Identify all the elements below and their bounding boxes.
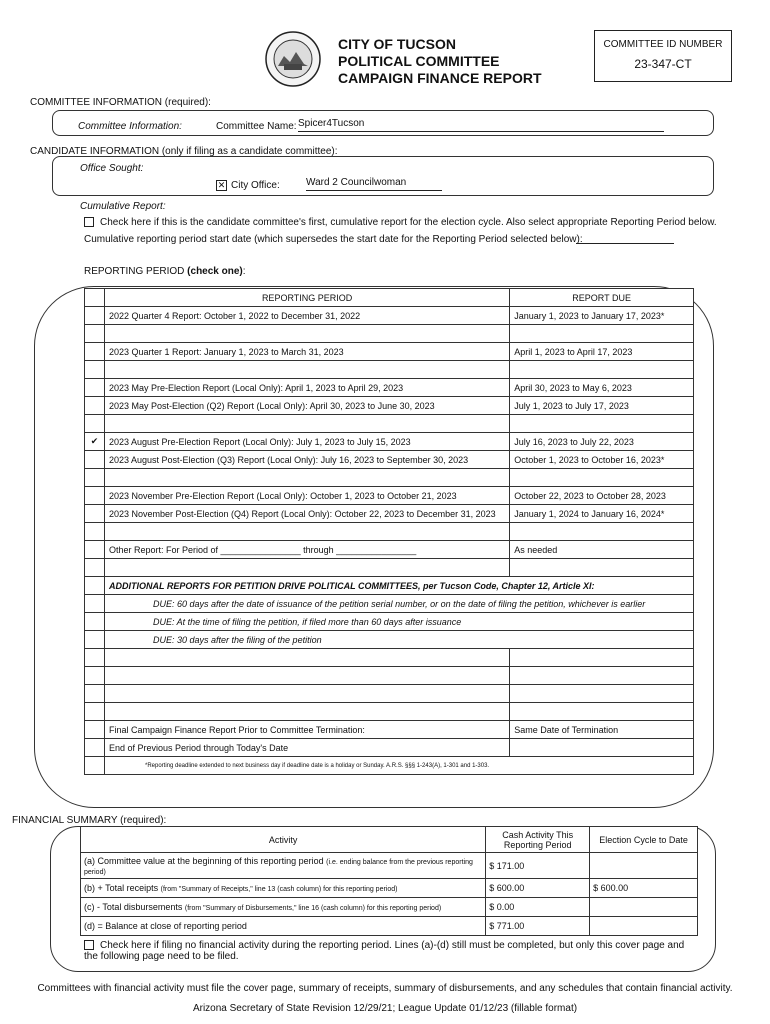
reporting-row bbox=[85, 325, 694, 343]
reporting-row bbox=[85, 505, 694, 523]
reporting-period-cell bbox=[104, 559, 509, 577]
reporting-check-cell[interactable] bbox=[85, 505, 105, 523]
report-due-cell: January 1, 2024 to January 16, 2024* bbox=[510, 505, 694, 523]
reporting-cell bbox=[510, 685, 694, 703]
financial-activity-note: (from "Summary of Disbursements," line 16 (cash column) for this reporting period) bbox=[184, 905, 442, 912]
candidate-info-section: CANDIDATE INFORMATION (only if filing as a candidate committee): bbox=[30, 146, 338, 157]
financial-activity-label: (b) + Total receipts bbox=[84, 883, 159, 893]
reporting-cell bbox=[510, 739, 694, 757]
reporting-row bbox=[85, 721, 694, 739]
reporting-check-one: (check one) bbox=[187, 266, 243, 277]
reporting-table bbox=[84, 288, 694, 775]
reporting-row bbox=[85, 739, 694, 757]
reporting-row bbox=[85, 433, 694, 451]
report-due-cell: January 1, 2023 to January 17, 2023* bbox=[510, 307, 694, 325]
committee-info-label: Committee Information: bbox=[78, 121, 182, 132]
reporting-cell bbox=[104, 667, 509, 685]
reporting-row bbox=[85, 307, 694, 325]
reporting-row bbox=[85, 523, 694, 541]
reporting-check-cell[interactable] bbox=[85, 415, 105, 433]
reporting-check-cell[interactable] bbox=[85, 379, 105, 397]
reporting-cell bbox=[85, 757, 105, 775]
cumulative-check-row[interactable] bbox=[84, 217, 724, 228]
reporting-check-cell[interactable] bbox=[85, 397, 105, 415]
reporting-period-cell: 2023 Quarter 1 Report: January 1, 2023 to March 31, 2023 bbox=[104, 343, 509, 361]
petition-title: ADDITIONAL REPORTS FOR PETITION DRIVE POLITICAL COMMITTEES, per Tucson Code, Chapter 12, Article XI: bbox=[104, 577, 693, 595]
reporting-cell bbox=[104, 685, 509, 703]
committee-name-field[interactable]: Spicer4Tucson bbox=[298, 118, 664, 132]
financial-activity-cell bbox=[81, 879, 486, 898]
footer-note: Committees with financial activity must file the cover page, summary of receipts, summary of disbursements, and any schedules that contain financial activity. bbox=[37, 983, 733, 994]
no-activity-text: Check here if filing no financial activity during the reporting period. Lines (a)-(d) still must be completed, but only this cover page and the following page need to be filed. bbox=[84, 940, 685, 962]
reporting-cell[interactable] bbox=[85, 649, 105, 667]
reporting-check-cell[interactable] bbox=[85, 523, 105, 541]
no-activity-row[interactable] bbox=[84, 940, 694, 962]
financial-row bbox=[81, 853, 698, 879]
reporting-row bbox=[85, 685, 694, 703]
city-office-field[interactable]: Ward 2 Councilwoman bbox=[306, 177, 442, 191]
committee-id-box bbox=[594, 30, 732, 82]
final-report-line-1: Final Campaign Finance Report Prior to Committee Termination: bbox=[104, 721, 509, 739]
financial-table bbox=[80, 826, 698, 936]
election-cycle-field[interactable]: $ 600.00 bbox=[590, 879, 698, 898]
financial-activity-note: (from "Summary of Receipts," line 13 (cash column) for this reporting period) bbox=[160, 886, 398, 893]
reporting-period-cell: 2023 November Pre-Election Report (Local Only): October 1, 2023 to October 21, 2023 bbox=[104, 487, 509, 505]
reporting-period-cell: 2023 November Post-Election (Q4) Report (Local Only): October 22, 2023 to December 31, 2023 bbox=[104, 505, 509, 523]
financial-activity-cell bbox=[81, 853, 486, 879]
financial-activity-note: (i.e. ending balance from the previous reporting period) bbox=[84, 858, 473, 876]
reporting-row bbox=[85, 577, 694, 595]
report-due-cell bbox=[510, 415, 694, 433]
col-report-due: REPORT DUE bbox=[510, 289, 694, 307]
footer-revision: Arizona Secretary of State Revision 12/29/21; League Update 01/12/23 (fillable format) bbox=[192, 1003, 578, 1014]
reporting-row bbox=[85, 343, 694, 361]
committee-info-section: COMMITTEE INFORMATION (required): bbox=[30, 97, 211, 108]
reporting-period-cell bbox=[104, 469, 509, 487]
reporting-cell bbox=[85, 595, 105, 613]
report-due-cell bbox=[510, 469, 694, 487]
city-office-checkbox-row[interactable] bbox=[216, 180, 280, 191]
election-cycle-field[interactable] bbox=[590, 898, 698, 917]
final-report-due: Same Date of Termination bbox=[510, 721, 694, 739]
financial-activity-cell bbox=[81, 917, 486, 936]
reporting-cell[interactable] bbox=[85, 685, 105, 703]
election-cycle-field[interactable] bbox=[590, 853, 698, 879]
petition-due-1: DUE: 60 days after the date of issuance of the petition serial number, or on the date of filing the petition, whichever is earlier bbox=[104, 595, 693, 613]
reporting-period-cell: 2023 August Pre-Election Report (Local Only): July 1, 2023 to July 15, 2023 bbox=[104, 433, 509, 451]
reporting-row bbox=[85, 541, 694, 559]
report-due-cell: April 1, 2023 to April 17, 2023 bbox=[510, 343, 694, 361]
reporting-check-cell[interactable] bbox=[85, 487, 105, 505]
report-due-cell bbox=[510, 523, 694, 541]
reporting-period-cell bbox=[104, 325, 509, 343]
financial-section: FINANCIAL SUMMARY (required): bbox=[12, 815, 167, 826]
reporting-row bbox=[85, 451, 694, 469]
city-office-checkbox[interactable]: ✕ bbox=[217, 180, 226, 190]
reporting-row bbox=[85, 559, 694, 577]
petition-due-3: DUE: 30 days after the filing of the petition bbox=[104, 631, 693, 649]
reporting-row bbox=[85, 703, 694, 721]
reporting-period-cell bbox=[104, 361, 509, 379]
reporting-period-cell bbox=[104, 523, 509, 541]
reporting-row bbox=[85, 361, 694, 379]
reporting-row bbox=[85, 757, 694, 775]
reporting-cell[interactable] bbox=[85, 703, 105, 721]
report-due-cell: July 16, 2023 to July 22, 2023 bbox=[510, 433, 694, 451]
reporting-cell bbox=[510, 703, 694, 721]
reporting-row bbox=[85, 469, 694, 487]
committee-id-label: COMMITTEE ID NUMBER bbox=[603, 39, 723, 50]
col-reporting-period: REPORTING PERIOD bbox=[104, 289, 509, 307]
reporting-check-cell[interactable] bbox=[85, 451, 105, 469]
election-cycle-field[interactable] bbox=[590, 917, 698, 936]
cash-activity-field[interactable]: $ 171.00 bbox=[486, 853, 590, 879]
financial-activity-label: (c) - Total disbursements bbox=[84, 902, 183, 912]
reporting-check-cell[interactable] bbox=[85, 307, 105, 325]
report-due-cell: October 1, 2023 to October 16, 2023* bbox=[510, 451, 694, 469]
financial-activity-label: (d) = Balance at close of reporting period bbox=[84, 921, 247, 931]
reporting-section-label: REPORTING PERIOD bbox=[84, 266, 185, 277]
reporting-section: REPORTING PERIOD (check one): bbox=[84, 266, 246, 277]
reporting-cell bbox=[510, 649, 694, 667]
reporting-row bbox=[85, 397, 694, 415]
reporting-check-cell[interactable]: ✔ bbox=[85, 433, 105, 451]
reporting-row bbox=[85, 649, 694, 667]
reporting-cell[interactable] bbox=[85, 667, 105, 685]
financial-activity-cell bbox=[81, 898, 486, 917]
cumulative-checkbox[interactable] bbox=[84, 217, 94, 227]
city-seal bbox=[264, 30, 322, 88]
reporting-period-cell: 2023 August Post-Election (Q3) Report (Local Only): July 16, 2023 to September 30, 2023 bbox=[104, 451, 509, 469]
header-committee: POLITICAL COMMITTEE bbox=[338, 53, 500, 69]
reporting-footnote: *Reporting deadline extended to next business day if deadline date is a holiday or Sunday. A.R.S. §§§ 1-243(A), 1-301 and 1-303. bbox=[104, 757, 693, 775]
office-sought-label: Office Sought: bbox=[80, 163, 144, 174]
col-activity: Activity bbox=[81, 827, 486, 853]
reporting-check-cell[interactable] bbox=[85, 541, 105, 559]
reporting-row bbox=[85, 613, 694, 631]
reporting-check-cell[interactable] bbox=[85, 325, 105, 343]
financial-row bbox=[81, 898, 698, 917]
financial-row bbox=[81, 917, 698, 936]
reporting-cell bbox=[510, 667, 694, 685]
col-election-cycle: Election Cycle to Date bbox=[590, 827, 698, 853]
reporting-row bbox=[85, 667, 694, 685]
reporting-check-cell[interactable] bbox=[85, 469, 105, 487]
reporting-cell bbox=[85, 631, 105, 649]
report-due-cell bbox=[510, 559, 694, 577]
header-report: CAMPAIGN FINANCE REPORT bbox=[338, 70, 542, 86]
reporting-cell bbox=[85, 613, 105, 631]
reporting-period-cell: 2023 May Pre-Election Report (Local Only): April 1, 2023 to April 29, 2023 bbox=[104, 379, 509, 397]
reporting-check-cell[interactable] bbox=[85, 559, 105, 577]
report-due-cell: July 1, 2023 to July 17, 2023 bbox=[510, 397, 694, 415]
reporting-row bbox=[85, 487, 694, 505]
committee-name-label: Committee Name: bbox=[216, 121, 297, 132]
reporting-cell bbox=[104, 649, 509, 667]
reporting-period-cell: 2022 Quarter 4 Report: October 1, 2022 to December 31, 2022 bbox=[104, 307, 509, 325]
cash-activity-field[interactable]: $ 600.00 bbox=[486, 879, 590, 898]
no-activity-checkbox[interactable] bbox=[84, 940, 94, 950]
reporting-check-cell[interactable] bbox=[85, 361, 105, 379]
reporting-period-cell bbox=[104, 415, 509, 433]
reporting-row bbox=[85, 595, 694, 613]
cumulative-title: Cumulative Report: bbox=[80, 201, 166, 212]
final-report-line-2: End of Previous Period through Today's Date bbox=[104, 739, 509, 757]
committee-id-value[interactable]: 23-347-CT bbox=[634, 57, 692, 71]
col-cash-activity: Cash Activity This Reporting Period bbox=[486, 827, 590, 853]
header-city: CITY OF TUCSON bbox=[338, 36, 456, 52]
reporting-cell[interactable] bbox=[85, 721, 105, 739]
reporting-cell bbox=[85, 577, 105, 595]
reporting-row bbox=[85, 415, 694, 433]
report-due-cell bbox=[510, 325, 694, 343]
report-due-cell bbox=[510, 361, 694, 379]
reporting-cell bbox=[104, 703, 509, 721]
report-due-cell: April 30, 2023 to May 6, 2023 bbox=[510, 379, 694, 397]
financial-row bbox=[81, 879, 698, 898]
reporting-row bbox=[85, 631, 694, 649]
reporting-check-cell[interactable] bbox=[85, 343, 105, 361]
cumulative-check-text: Check here if this is the candidate committee's first, cumulative report for the election cycle. Also select appropriate Reporting Period below. bbox=[100, 217, 717, 228]
cash-activity-field[interactable]: $ 771.00 bbox=[486, 917, 590, 936]
reporting-period-cell: 2023 May Post-Election (Q2) Report (Local Only): April 30, 2023 to June 30, 2023 bbox=[104, 397, 509, 415]
reporting-period-cell: Other Report: For Period of ________________ through ________________ bbox=[104, 541, 509, 559]
report-due-cell: As needed bbox=[510, 541, 694, 559]
reporting-row bbox=[85, 379, 694, 397]
petition-due-2: DUE: At the time of filing the petition, if filed more than 60 days after issuance bbox=[104, 613, 693, 631]
report-due-cell: October 22, 2023 to October 28, 2023 bbox=[510, 487, 694, 505]
cumulative-start-field[interactable] bbox=[576, 243, 674, 244]
cash-activity-field[interactable]: $ 0.00 bbox=[486, 898, 590, 917]
city-office-label: City Office: bbox=[231, 180, 280, 191]
cumulative-start-text: Cumulative reporting period start date (which supersedes the start date for the Reporting Period selected below): bbox=[84, 234, 583, 245]
financial-activity-label: (a) Committee value at the beginning of this reporting period bbox=[84, 855, 324, 866]
reporting-cell bbox=[85, 739, 105, 757]
